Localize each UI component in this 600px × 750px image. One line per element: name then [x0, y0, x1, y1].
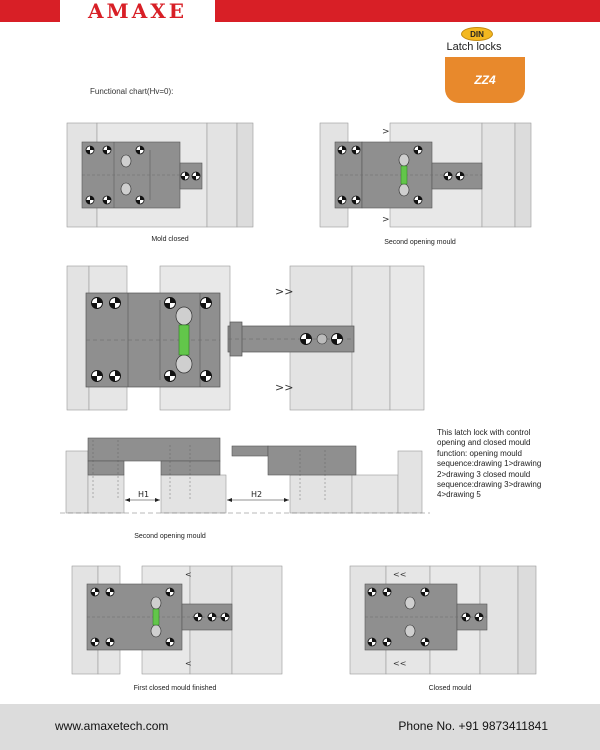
drawing-large-detail — [67, 266, 424, 410]
caption-first-closed-finished: First closed mould finished — [133, 685, 217, 692]
svg-text:>>: >> — [275, 285, 294, 298]
h2-label: H2 — [251, 490, 263, 499]
h1-label: H1 — [138, 490, 150, 499]
product-code: ZZ4 — [474, 73, 496, 87]
chart-title: Functional chart(Hv=0): — [90, 87, 174, 96]
caption-closed-mould: Closed mould — [428, 685, 472, 692]
drawing-first-closed-finished — [72, 566, 282, 674]
svg-text:>: > — [382, 215, 390, 225]
drawing-second-opening-wide — [60, 438, 430, 513]
drawing-closed-mould — [350, 566, 536, 674]
function-description: This latch lock with control opening and closed mould function: opening mould sequence:drawing 1>drawing 2>drawing 3 closed mould sequence:drawing 3>drawing 4>drawing 5 — [437, 428, 542, 500]
svg-text:<: < — [185, 659, 192, 668]
svg-text:<<: << — [393, 659, 407, 668]
svg-text:>: > — [382, 127, 390, 137]
caption-second-opening-1: Second opening mould — [384, 239, 456, 246]
caption-mold-closed: Mold closed — [151, 236, 189, 243]
svg-text:>>: >> — [275, 381, 294, 394]
drawing-second-opening-small — [320, 123, 531, 227]
svg-text:<<: << — [393, 570, 407, 579]
caption-second-opening-2: Second opening mould — [134, 533, 206, 540]
footer-website[interactable]: www.amaxetech.com — [55, 719, 169, 733]
din-badge: DIN — [461, 27, 493, 41]
product-title: Latch locks — [446, 41, 502, 53]
brand-logo-text: AMAXE — [88, 0, 187, 23]
svg-text:<: < — [185, 570, 192, 579]
footer-phone: Phone No. +91 9873411841 — [398, 719, 548, 733]
drawing-mold-closed — [67, 123, 253, 227]
